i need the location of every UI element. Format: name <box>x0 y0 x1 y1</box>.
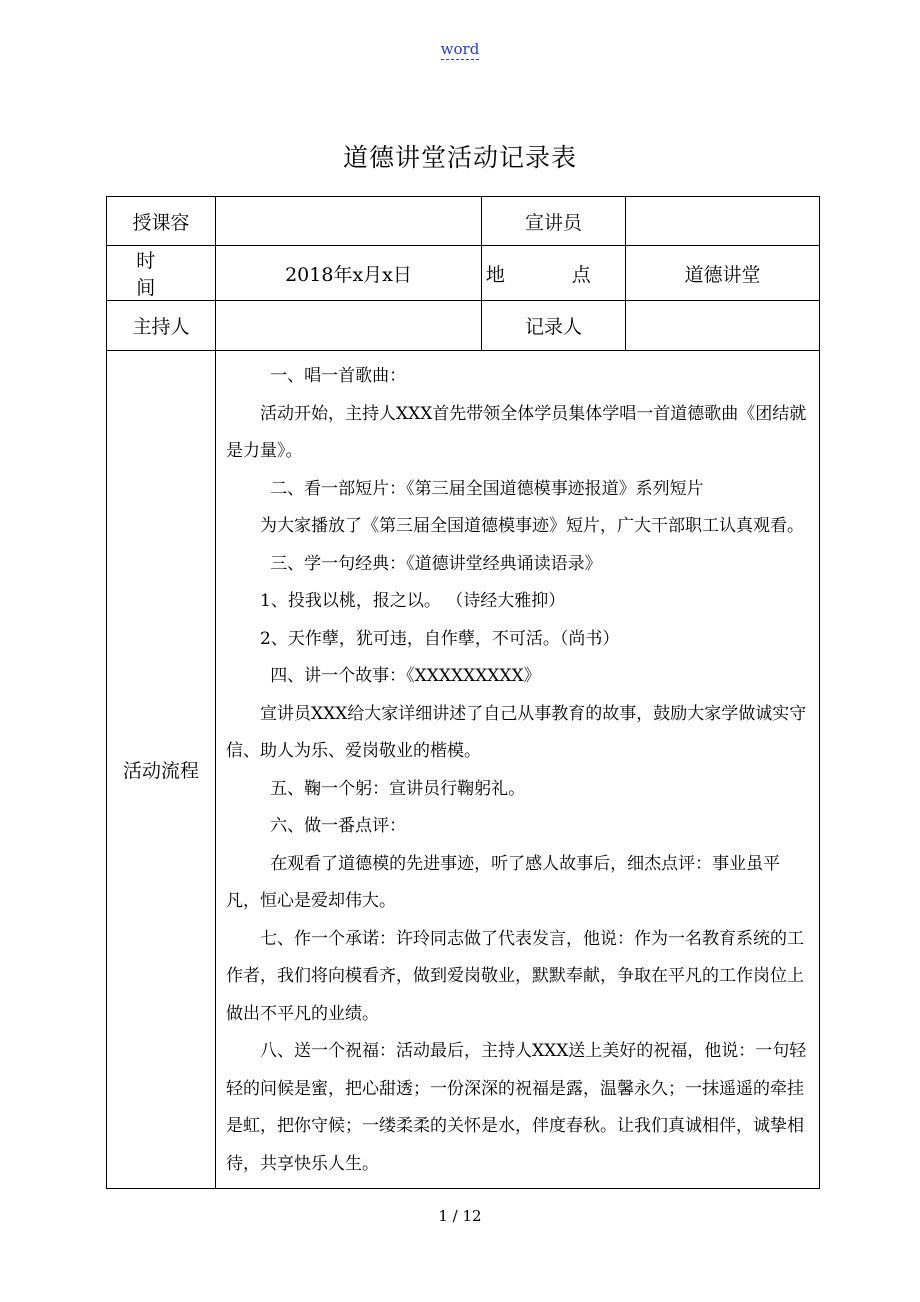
process-paragraph: 五、鞠一个躬：宣讲员行鞠躬礼。 <box>270 778 526 799</box>
document-title: 道德讲堂活动记录表 <box>342 143 577 172</box>
process-paragraph: 1、投我以桃，报之以。 （诗经大雅抑） <box>260 591 566 611</box>
table-row-time <box>107 246 820 301</box>
value-date: 2018年x月x日 <box>216 246 482 301</box>
process-paragraph: 四、讲一个故事：《XXXXXXXXX》 <box>270 666 541 686</box>
process-paragraph: 宣讲员XXX给大家详细讲述了自己从事教育的故事，鼓励大家学做诚实守信、助人为乐、爱岗敬业的楷模。 <box>226 703 807 761</box>
process-content-cell <box>216 351 820 1189</box>
process-paragraph: 七、作一个承诺：许玲同志做了代表发言，他说：作为一名教育系统的工作者，我们将向模看齐，做到爱岗敬业，默默奉献，争取在平凡的工作岗位上做出不平凡的业绩。 <box>226 928 804 1024</box>
header-link-text[interactable]: word <box>440 40 480 58</box>
record-table <box>106 196 820 1189</box>
label-lecturer: 宣讲员 <box>482 197 626 246</box>
process-paragraph: 活动开始，主持人XXX首先带领全体学员集体学唱一首道德歌曲《团结就是力量》。 <box>226 403 807 461</box>
value-lecturer <box>626 197 820 246</box>
table-row-process <box>107 351 820 1189</box>
process-content <box>216 354 819 1185</box>
process-paragraph: 八、送一个祝福：活动最后，主持人XXX送上美好的祝福，他说：一句轻轻的问候是蜜，把心甜透；一份深深的祝福是露，温馨永久；一抹遥遥的牵挂是虹，把你守候；一缕柔柔的关怀是水，伴度春秋。让我们真诚相伴，诚挚相待，共享快乐人生。 <box>226 1041 807 1174</box>
label-location: 地 点 <box>482 246 626 301</box>
value-recorder <box>626 301 820 351</box>
process-paragraph: 六、做一番点评： <box>270 816 407 836</box>
page-number: 1 / 12 <box>438 1207 482 1225</box>
process-paragraph: 三、学一句经典：《道德讲堂经典诵读语录》 <box>270 553 602 574</box>
process-paragraph: 二、看一部短片：《第三届全国道德模事迹报道》系列短片 <box>270 478 704 499</box>
process-paragraph: 2、天作孽，犹可违，自作孽，不可活。（尚书） <box>260 628 620 649</box>
value-course-content <box>216 197 482 246</box>
label-host: 主持人 <box>107 301 216 351</box>
value-location: 道德讲堂 <box>626 246 820 301</box>
label-time: 时 间 <box>107 246 216 301</box>
process-paragraph: 一、唱一首歌曲： <box>270 366 407 386</box>
label-activity-process: 活动流程 <box>107 351 216 1189</box>
table-row-host <box>107 301 820 351</box>
label-recorder: 记录人 <box>482 301 626 351</box>
process-paragraph: 在观看了道德模的先进事迹，听了感人故事后，细杰点评：事业虽平凡，恒心是爱却伟大。 <box>226 853 781 911</box>
value-host <box>216 301 482 351</box>
label-course-content: 授课容 <box>107 197 216 246</box>
table-row-course <box>107 197 820 246</box>
header-word-link[interactable] <box>0 40 920 58</box>
process-paragraph: 为大家播放了《第三届全国道德模事迹》短片，广大干部职工认真观看。 <box>260 516 804 536</box>
